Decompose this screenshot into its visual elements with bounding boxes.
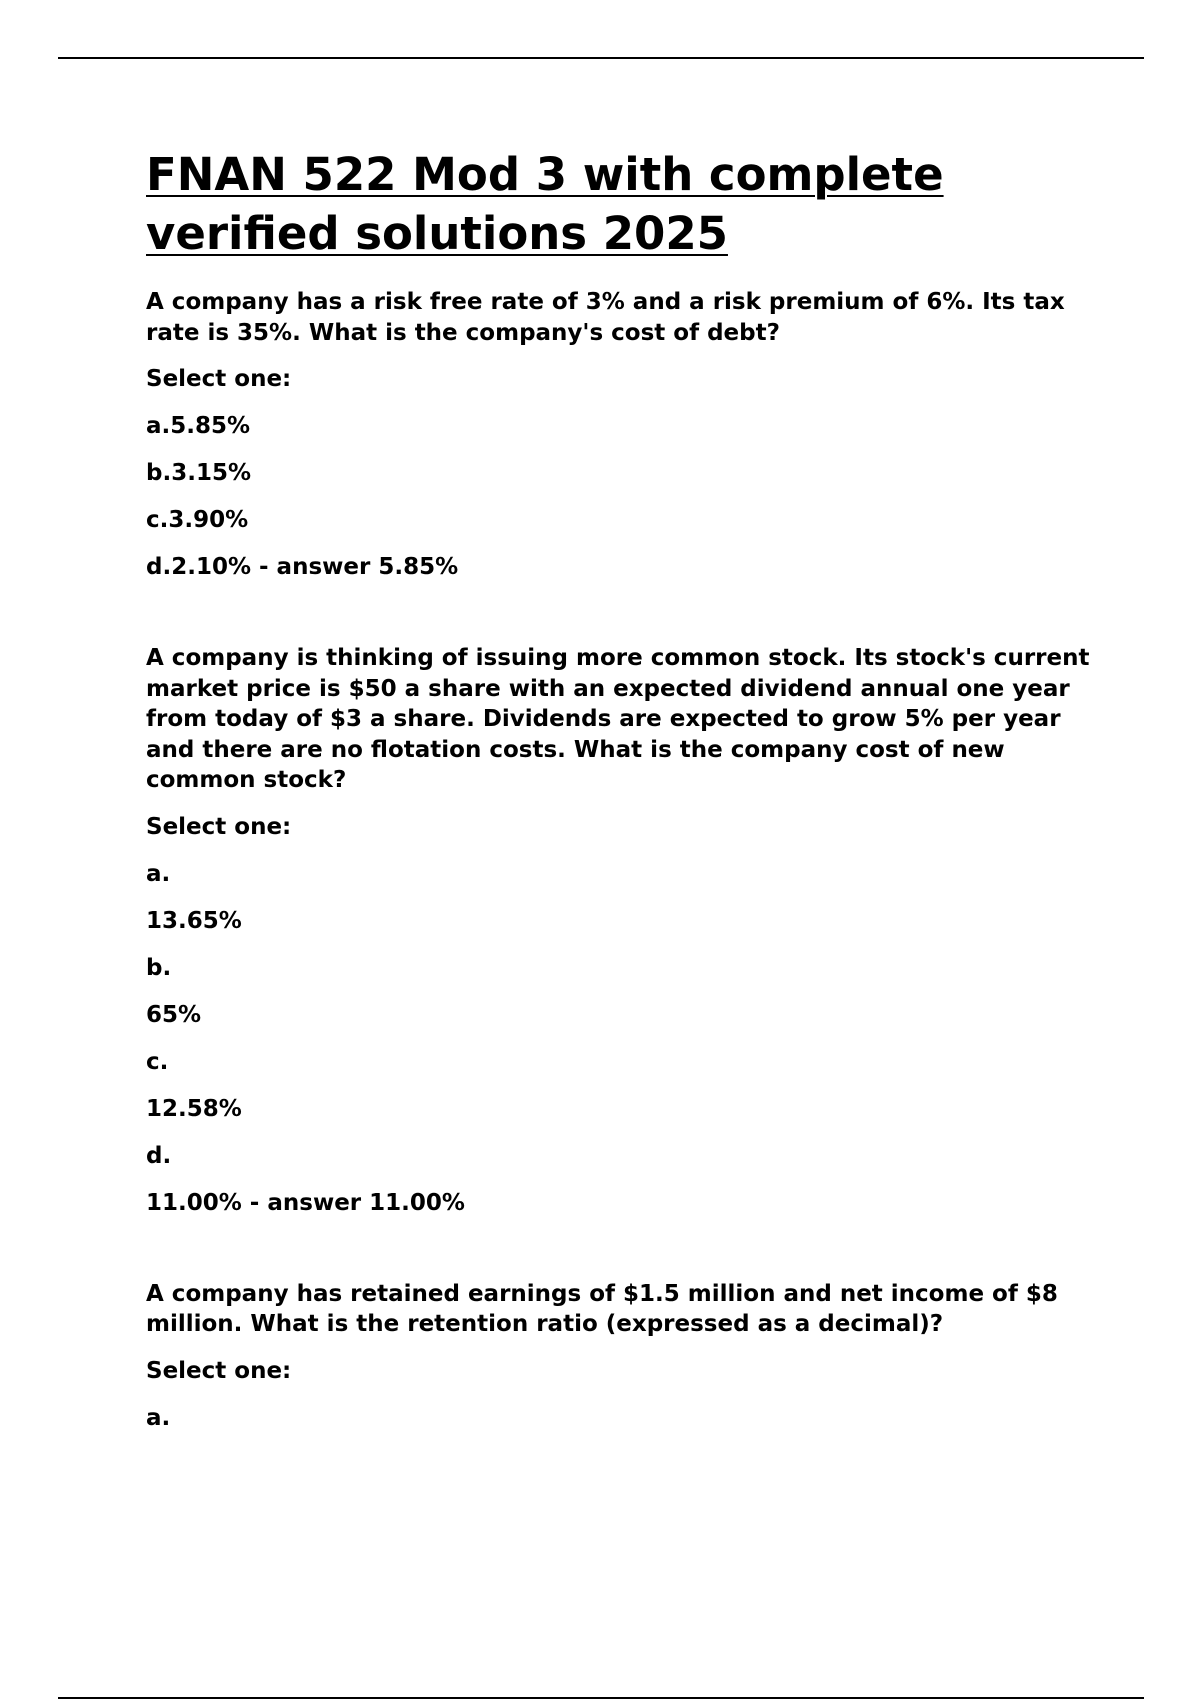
question-block-2	[146, 643, 1106, 1218]
option-b: b.3.15%	[146, 460, 251, 486]
top-rule	[58, 57, 1144, 59]
question-block-3	[146, 1279, 1106, 1433]
option-c-value: 12.58%	[146, 1095, 242, 1122]
option-a-label: a.	[146, 1404, 171, 1431]
option-a-value: 13.65%	[146, 907, 242, 934]
document-title	[146, 145, 1106, 263]
question-text: A company has retained earnings of $1.5 million and net income of $8 million. What is the retention ratio (expressed as a decimal)?	[146, 1280, 1058, 1337]
question-text: A company is thinking of issuing more common stock. Its stock's current market price is $50 a share with an expected dividend annual one year from today of $3 a share. Dividends are expected to grow 5% per year and there are no flotation costs. What is the company cost of new common stock?	[146, 645, 1090, 793]
select-one-label: Select one:	[146, 1357, 292, 1384]
option-c-label: c.	[146, 1048, 169, 1075]
question-block-1	[146, 287, 1106, 582]
option-d-with-answer: d.2.10% - answer 5.85%	[146, 554, 459, 580]
document-body	[146, 145, 1106, 1433]
select-one-label: Select one:	[146, 366, 292, 392]
option-d-value-with-answer: 11.00% - answer 11.00%	[146, 1189, 465, 1216]
bottom-rule	[58, 1697, 1144, 1699]
option-c: c.3.90%	[146, 507, 249, 533]
option-a: a.5.85%	[146, 413, 251, 439]
select-one-label: Select one:	[146, 813, 292, 840]
option-b-value: 65%	[146, 1001, 202, 1028]
option-a-label: a.	[146, 860, 171, 887]
title-line-1: FNAN 522 Mod 3 with complete	[146, 148, 944, 201]
question-text: A company has a risk free rate of 3% and a risk premium of 6%. Its tax rate is 35%. What is the company's cost of debt?	[146, 289, 1065, 346]
title-line-2: verified solutions 2025	[146, 207, 728, 260]
option-d-label: d.	[146, 1142, 172, 1169]
option-b-label: b.	[146, 954, 172, 981]
